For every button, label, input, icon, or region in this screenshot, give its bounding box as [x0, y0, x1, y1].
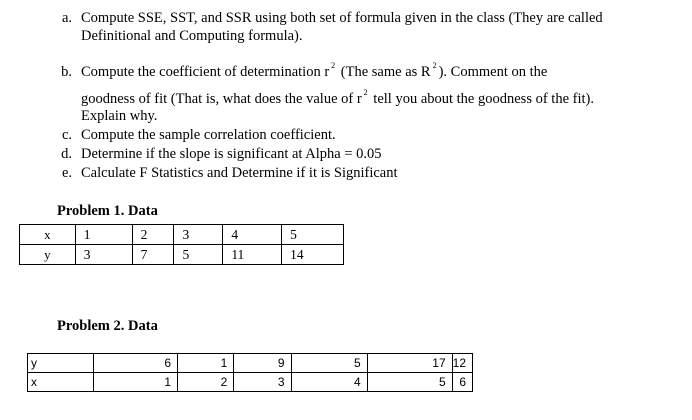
superscript-2: 2: [363, 88, 368, 97]
item-b-text-4: goodness of fit (That is, what does the value of r: [81, 91, 362, 107]
table-row: [28, 354, 473, 373]
item-b-text-1: Compute the coefficient of determination r: [81, 64, 330, 80]
table-cell: 2: [178, 373, 234, 392]
superscript-2: 2: [331, 61, 336, 70]
table-row: [28, 373, 473, 392]
table-row: [20, 225, 344, 245]
item-b-label: b.: [61, 64, 72, 80]
item-e-label: e.: [61, 165, 72, 181]
table-cell: 4: [223, 225, 282, 245]
table-cell: 3: [174, 225, 223, 245]
item-e-text: Calculate F Statistics and Determine if it is Significant: [81, 165, 398, 181]
problem1-table: [19, 224, 344, 265]
item-b-text-5: tell you about the goodness of the fit).: [373, 91, 594, 107]
problem1-title: Problem 1. Data: [57, 203, 158, 219]
table-cell: 2: [132, 225, 174, 245]
table-cell: 11: [223, 245, 282, 265]
item-a-label: a.: [61, 10, 72, 26]
table-row: [20, 245, 344, 265]
table-cell: 9: [234, 354, 291, 373]
table-cell: 5: [174, 245, 223, 265]
item-b-text-2: (The same as R: [340, 64, 431, 80]
table-cell: 12: [452, 354, 472, 373]
table-cell: 3: [75, 245, 132, 265]
item-a-line2: Definitional and Computing formula).: [81, 28, 303, 44]
row-label-x: x: [28, 373, 94, 392]
row-label-y: y: [20, 245, 76, 265]
problem2-title: Problem 2. Data: [57, 318, 158, 334]
item-b-line2: [81, 88, 594, 109]
item-a-line1: Compute SSE, SST, and SSR using both set of formula given in the class (They are called: [81, 10, 603, 26]
superscript-2: 2: [432, 61, 437, 70]
item-c-label: c.: [61, 127, 72, 143]
table-cell: 4: [291, 373, 367, 392]
table-cell: 3: [234, 373, 291, 392]
table-cell: 1: [75, 225, 132, 245]
item-d-text: Determine if the slope is significant at Alpha = 0.05: [81, 146, 382, 162]
table-cell: 5: [291, 354, 367, 373]
table-cell: 5: [367, 373, 452, 392]
item-c-text: Compute the sample correlation coefficient.: [81, 127, 336, 143]
table-cell: 1: [178, 354, 234, 373]
table-cell: 1: [93, 373, 178, 392]
problem2-table: [27, 353, 473, 392]
row-label-x: x: [20, 225, 76, 245]
table-cell: 6: [93, 354, 178, 373]
row-label-y: y: [28, 354, 94, 373]
table-cell: 5: [282, 225, 344, 245]
table-cell: 14: [282, 245, 344, 265]
item-b-line3: Explain why.: [81, 108, 158, 124]
item-b-line1: [81, 61, 548, 82]
item-d-label: d.: [61, 146, 72, 162]
table-cell: 7: [132, 245, 174, 265]
item-b-text-3: ). Comment on the: [438, 64, 548, 80]
table-cell: 6: [452, 373, 472, 392]
table-cell: 17: [367, 354, 452, 373]
